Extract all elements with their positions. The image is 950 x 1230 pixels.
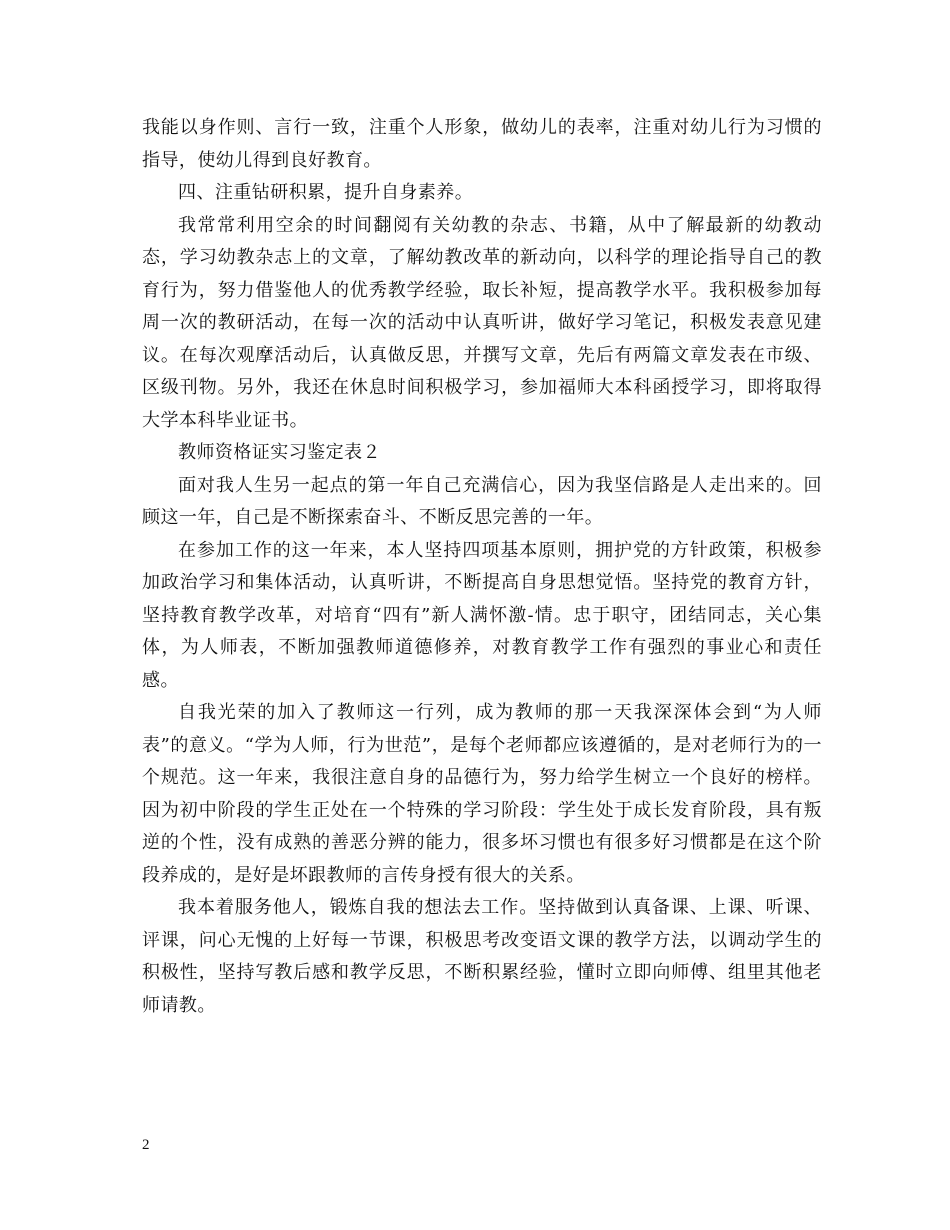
paragraph-6: 在参加工作的这一年来，本人坚持四项基本原则，拥护党的方针政策，积极参加政治学习和集体活动，认真听讲，不断提高自身思想觉悟。坚持党的教育方针，坚持教育教学改革，对培育“四有”新人满怀激-情。忠于职守，团结同志，关心集体，为人师表，不断加强教师道德修养，对教育教学工作有强烈的事业心和责任感。 (142, 539, 822, 691)
page-number: 2 (142, 1137, 150, 1153)
paragraph-7: 自我光荣的加入了教师这一行列，成为教师的那一天我深深体会到“为人师表”的意义。“学为人师，行为世范”，是每个老师都应该遵循的，是对老师行为的一个规范。这一年来，我很注意自身的品德行为，努力给学生树立一个良好的榜样。因为初中阶段的学生正处在一个特殊的学习阶段：学生处于成长发育阶段，具有叛逆的个性，没有成熟的善恶分辨的能力，很多坏习惯也有很多好习惯都是在这个阶段养成的，是好是坏跟教师的言传身授有很大的关系。 (142, 702, 822, 886)
paragraph-5: 面对我人生另一起点的第一年自己充满信心，因为我坚信路是人走出来的。回顾这一年，自己是不断探索奋斗、不断反思完善的一年。 (142, 474, 822, 528)
paragraph-3: 我常常利用空余的时间翻阅有关幼教的杂志、书籍，从中了解最新的幼教动态，学习幼教杂志上的文章，了解幼教改革的新动向，以科学的理论指导自己的教育行为，努力借鉴他人的优秀教学经验，取长补短，提高教学水平。我积极参加每周一次的教研活动，在每一次的活动中认真听讲，做好学习笔记，积极发表意见建议。在每次观摩活动后，认真做反思，并撰写文章，先后有两篇文章发表在市级、区级刊物。另外，我还在休息时间积极学习，参加福师大本科函授学习，即将取得大学本科毕业证书。 (142, 214, 822, 431)
document-body (142, 112, 822, 1022)
paragraph-1: 我能以身作则、言行一致，注重个人形象，做幼儿的表率，注重对幼儿行为习惯的指导，使幼儿得到良好教育。 (142, 117, 822, 171)
document-title: 教师资格证实习鉴定表２ (178, 442, 381, 463)
section-heading: 四、注重钻研积累，提升自身素养。 (178, 182, 474, 203)
paragraph-8: 我本着服务他人，锻炼自我的想法去工作。坚持做到认真备课、上课、听课、评课，问心无愧的上好每一节课，积极思考改变语文课的教学方法，以调动学生的积极性，坚持写教后感和教学反思，不断积累经验，懂时立即向师傅、组里其他老师请教。 (142, 897, 822, 1016)
